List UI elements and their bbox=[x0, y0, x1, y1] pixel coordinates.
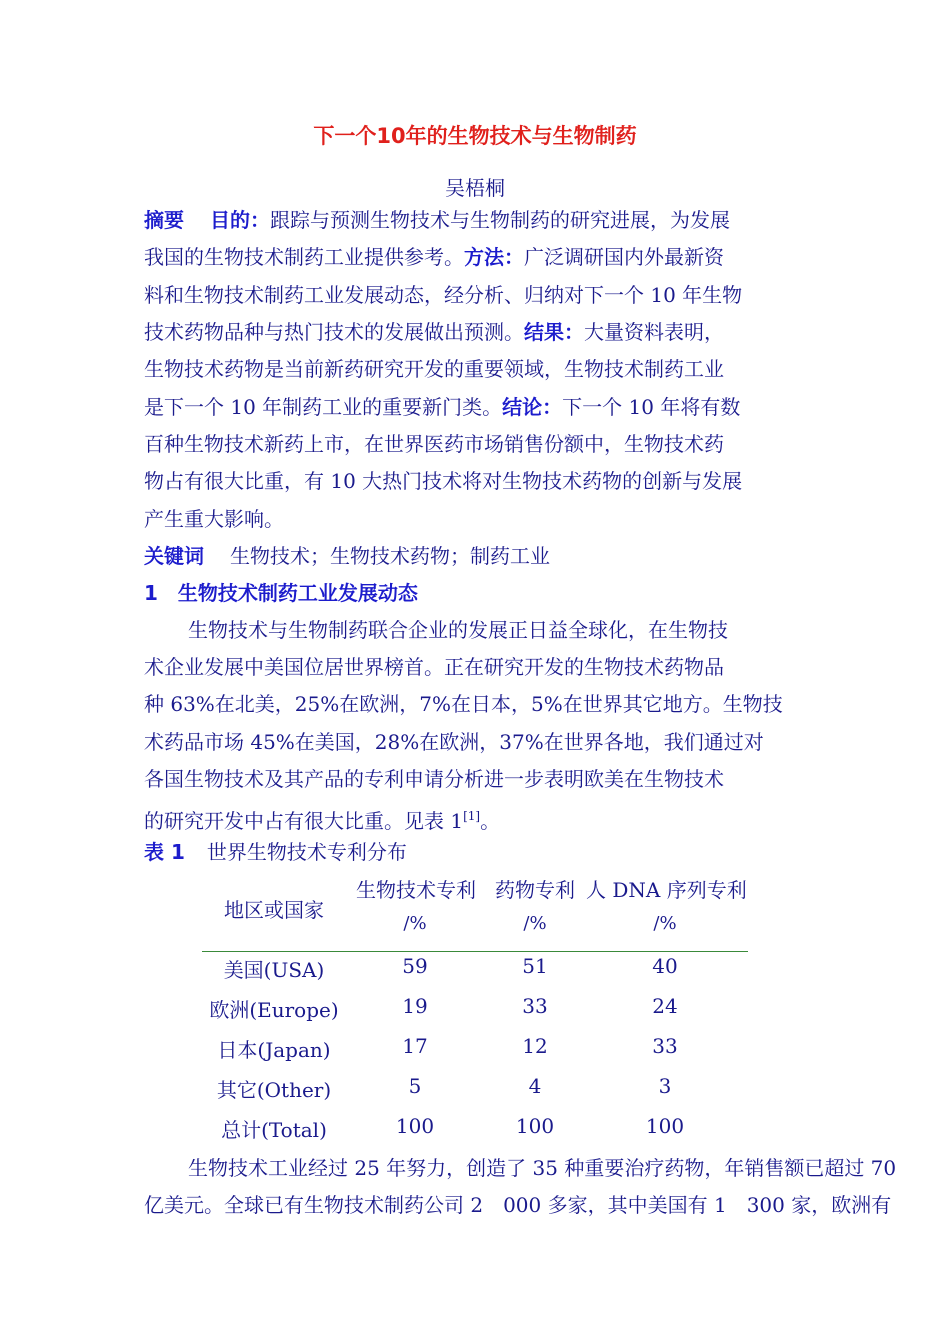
keywords-line bbox=[144, 542, 550, 570]
table-cell-region: 总计(Total) bbox=[221, 1118, 327, 1142]
table-rule bbox=[202, 951, 748, 952]
abstract-line-4 bbox=[144, 318, 724, 346]
paragraph-line: 生物技术工业经过 25 年努力，创造了 35 种重要治疗药物，年销售额已超过 70 bbox=[188, 1156, 897, 1180]
abstract-line-7: 百种生物技术新药上市，在世界医药市场销售份额中，生物技术药 bbox=[144, 432, 724, 456]
table-caption-text: 世界生物技术专利分布 bbox=[206, 840, 407, 864]
paragraph-text: 。 bbox=[480, 809, 501, 833]
result-label: 结果： bbox=[524, 320, 584, 344]
table-label: 表 1 bbox=[144, 840, 185, 864]
table-cell-value: 40 bbox=[652, 954, 678, 978]
keywords-label: 关键词 bbox=[144, 544, 204, 568]
abstract-text: 技术药物品种与热门技术的发展做出预测。 bbox=[144, 320, 524, 344]
table-header-region: 地区或国家 bbox=[224, 898, 324, 922]
table-cell-region: 美国(USA) bbox=[223, 958, 325, 982]
table-cell-value: 5 bbox=[408, 1074, 422, 1098]
table-cell-value: 24 bbox=[652, 994, 678, 1018]
table-header-col1: 生物技术专利 bbox=[356, 878, 476, 902]
table-cell-region: 其它(Other) bbox=[216, 1078, 332, 1102]
table-cell-value: 100 bbox=[395, 1114, 435, 1138]
table-cell-value: 12 bbox=[522, 1034, 548, 1058]
conclusion-label: 结论： bbox=[502, 395, 563, 419]
abstract-text: 大量资料表明， bbox=[584, 320, 724, 344]
table-cell-value: 100 bbox=[515, 1114, 555, 1138]
abstract-text: 广泛调研国内外最新资 bbox=[524, 245, 724, 269]
purpose-label: 目的： bbox=[210, 208, 270, 232]
paragraph-line: 生物技术与生物制药联合企业的发展正日益全球化，在生物技 bbox=[188, 618, 728, 642]
abstract-text: 下一个 10 年将有数 bbox=[562, 395, 741, 419]
abstract-line-1 bbox=[144, 206, 730, 234]
reference-marker: [1] bbox=[463, 809, 481, 823]
table-unit-col1: /% bbox=[403, 913, 427, 934]
table-cell-value: 59 bbox=[402, 954, 428, 978]
table-caption bbox=[144, 838, 407, 866]
table-cell-value: 100 bbox=[645, 1114, 685, 1138]
paragraph-line bbox=[144, 802, 500, 835]
abstract-line-5: 生物技术药物是当前新药研究开发的重要领域，生物技术制药工业 bbox=[144, 357, 724, 381]
paragraph-line: 术企业发展中美国位居世界榜首。正在研究开发的生物技术药物品 bbox=[144, 655, 724, 679]
abstract-line-6 bbox=[144, 393, 740, 421]
paragraph-text: 的研究开发中占有很大比重。见表 1 bbox=[144, 809, 464, 833]
document-title: 下一个10年的生物技术与生物制药 bbox=[313, 124, 637, 148]
paragraph-line: 术药品市场 45%在美国，28%在欧洲，37%在世界各地，我们通过对 bbox=[144, 730, 764, 754]
table-cell-value: 3 bbox=[658, 1074, 672, 1098]
abstract-text: 我国的生物技术制药工业提供参考。 bbox=[144, 245, 464, 269]
abstract-line-9: 产生重大影响。 bbox=[144, 507, 284, 531]
table-header-col3: 人 DNA 序列专利 bbox=[586, 878, 747, 902]
abstract-text: 是下一个 10 年制药工业的重要新门类。 bbox=[144, 395, 503, 419]
paragraph-line: 亿美元。全球已有生物技术制药公司 2 000 多家，其中美国有 1 300 家，欧洲有 bbox=[144, 1193, 892, 1217]
table-cell-region: 日本(Japan) bbox=[217, 1038, 331, 1062]
table-cell-value: 4 bbox=[528, 1074, 542, 1098]
author-name: 吴梧桐 bbox=[445, 176, 505, 200]
abstract-line-2 bbox=[144, 243, 724, 271]
table-cell-value: 19 bbox=[402, 994, 428, 1018]
table-cell-value: 17 bbox=[402, 1034, 428, 1058]
table-cell-value: 51 bbox=[522, 954, 548, 978]
paragraph-line: 各国生物技术及其产品的专利申请分析进一步表明欧美在生物技术 bbox=[144, 767, 724, 791]
table-unit-col2: /% bbox=[523, 913, 547, 934]
abstract-line-3: 料和生物技术制药工业发展动态，经分析、归纳对下一个 10 年生物 bbox=[144, 283, 743, 307]
abstract-line-8: 物占有很大比重，有 10 大热门技术将对生物技术药物的创新与发展 bbox=[144, 469, 743, 493]
table-cell-value: 33 bbox=[522, 994, 548, 1018]
paragraph-line: 种 63%在北美，25%在欧洲，7%在日本，5%在世界其它地方。生物技 bbox=[144, 692, 783, 716]
abstract-label: 摘要 bbox=[144, 208, 184, 232]
table-cell-region: 欧洲(Europe) bbox=[209, 998, 339, 1022]
method-label: 方法： bbox=[464, 245, 524, 269]
table-cell-value: 33 bbox=[652, 1034, 678, 1058]
keywords-text: 生物技术；生物技术药物；制药工业 bbox=[230, 544, 550, 568]
table-unit-col3: /% bbox=[653, 913, 677, 934]
section-heading: 1 生物技术制药工业发展动态 bbox=[144, 581, 418, 605]
table-header-col2: 药物专利 bbox=[495, 878, 575, 902]
abstract-text: 跟踪与预测生物技术与生物制药的研究进展，为发展 bbox=[270, 208, 730, 232]
